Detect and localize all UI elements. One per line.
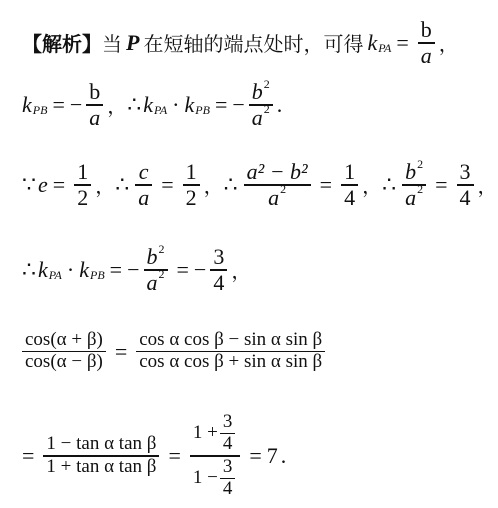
line-1-intro — [22, 18, 459, 68]
fraction-b2-over-a2 — [249, 76, 273, 130]
e-symbol: e — [38, 171, 48, 197]
fraction-c-over-a: $\frac{c}{a}$ — [135, 160, 152, 210]
therefore-symbol: ∴ — [127, 91, 142, 117]
period: . — [276, 91, 283, 117]
line-6-tan-result: = $\frac{\text{1 − tan α tan β}}{\text{1 + tan α tan β}}$ = 1 + $\frac{3}{4}$ 1 − $\frac{3}{4}$ = 7 . — [22, 411, 287, 500]
subscript-pa: PA — [154, 103, 168, 118]
fraction-b-over-a — [86, 80, 103, 130]
compound-numerator: 1 + $\frac{3}{4}$ — [190, 412, 240, 455]
fraction-tan: $\frac{\text{1 − tan α tan β}}{\text{1 + tan α tan β}}$ — [43, 434, 159, 477]
line-2-kpb — [22, 76, 283, 130]
line-5-cos-ratio: $\frac{\cos(\alpha + \beta)}{\cos(\alpha - \beta)}$ = $\frac{\text{cos α cos β − sin α sin β}}{\text{cos α cos β + sin α sin β}}$ — [22, 330, 329, 373]
comma: ， — [438, 32, 459, 57]
numerator: b — [89, 79, 101, 104]
fraction-cos-sum-over-cos-diff: $\frac{\cos(\alpha + \beta)}{\cos(\alpha - \beta)}$ — [22, 330, 106, 373]
denominator: a — [89, 104, 101, 130]
point-p: P — [126, 29, 140, 55]
equals-sign: = — [396, 29, 409, 55]
intro-text-a: 当 — [102, 32, 122, 57]
fraction-3-over-4: $\frac{3}{4}$ — [220, 457, 236, 500]
numerator: b — [420, 17, 432, 42]
subscript-pb: PB — [195, 103, 210, 118]
fraction-b2-over-a2: b 2 a 2 — [144, 245, 168, 295]
equals-sign: = — [52, 91, 65, 117]
fraction-3-over-4: $\frac{3}{4}$ — [220, 412, 236, 455]
k-symbol: k — [184, 91, 195, 117]
minus-sign: − — [232, 91, 245, 117]
fraction-b2-over-a2: b 2 a 2 — [402, 160, 426, 210]
subscript-pa: PA — [378, 41, 392, 56]
line-4-product: ∴ k PA · k PB = − b 2 a 2 = − $\frac{3}{4}$ ， — [22, 241, 252, 295]
comma: ， — [107, 94, 128, 119]
fraction-1-over-4: $\frac{1}{4}$ — [341, 160, 358, 210]
fraction-a2-minus-b2-over-a2: a² − b² a 2 — [244, 160, 311, 210]
subscript-pb: PB — [32, 103, 48, 118]
fraction-3-over-4: $\frac{3}{4}$ — [210, 245, 227, 295]
intro-text-b: 在短轴的端点处时，可得 — [143, 32, 364, 57]
therefore-symbol: ∴ — [223, 171, 238, 197]
denominator: a 2 — [251, 102, 270, 130]
k-symbol: k — [367, 29, 378, 55]
numerator: b 2 — [251, 76, 270, 104]
fraction-1-over-2: $\frac{1}{2}$ — [183, 160, 200, 210]
fraction-b-over-a — [418, 18, 435, 68]
therefore-symbol: ∴ — [22, 256, 36, 282]
analysis-label: 【解析】 — [22, 32, 102, 57]
denominator: a — [420, 42, 432, 68]
k-symbol: k — [22, 91, 32, 117]
result-seven: 7 — [266, 443, 278, 469]
equals-sign: = — [52, 171, 66, 197]
compound-fraction — [190, 412, 240, 500]
compound-denominator: 1 − $\frac{3}{4}$ — [190, 457, 240, 500]
fraction-3-over-4: $\frac{3}{4}$ — [457, 160, 474, 210]
dot-operator: · — [172, 91, 180, 117]
line-3-eccentricity: ∵ e = $\frac{1}{2}$ ， ∴ $\frac{c}{a}$ = $\frac{1}{2}$ ， ∴ a² − b² a 2 = $\frac{1}{4}$ ， ∴ b 2 a 2 = $\frac{3}{4}$ ， — [22, 156, 498, 210]
k-symbol: k — [143, 91, 154, 117]
equals-sign: = — [214, 91, 228, 117]
fraction-expanded-cos: $\frac{\text{cos α cos β − sin α sin β}}{\text{cos α cos β + sin α sin β}}$ — [136, 330, 325, 373]
therefore-symbol: ∴ — [382, 171, 397, 197]
fraction-1-over-2: $\frac{1}{2}$ — [74, 160, 91, 210]
because-symbol: ∵ — [22, 171, 36, 197]
therefore-symbol: ∴ — [115, 171, 130, 197]
minus-sign: − — [69, 91, 83, 117]
